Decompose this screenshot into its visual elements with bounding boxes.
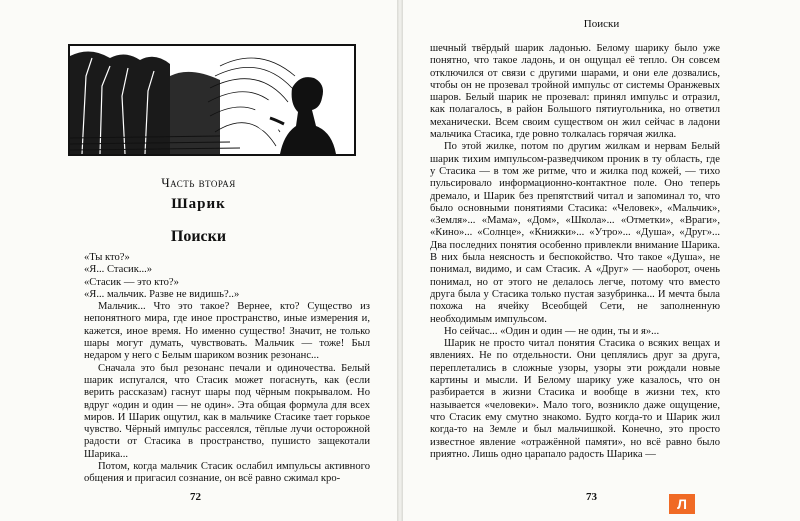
left-page (0, 0, 397, 521)
running-head: Поиски (583, 18, 620, 30)
paragraph: Но сейчас... «Один и один — не один, ты и я»... (444, 325, 660, 337)
watermark-logo: Л (669, 494, 695, 514)
paragraph: шечный твёрдый шарик ладонью. Белому шарику было уже понятно, что такое ладонь, и он ощущал её тепло. Он совсем отключился от связи с другими шарами, и они еле дозвались, чтобы он не прозевал тройной импульс от системы Оранжевых шаров. Белый шарик не прозевал: принял импульс и отразил, как полагалось, в район Большого пятиугольника, но ответил механически. Всем своим существом он жил сейчас в ладони мальчика Стасика, где ровно толкалась горячая жилка. (430, 43, 720, 141)
paragraph: Потом, когда мальчик Стасик ослабил импульсы активного общения и пригасил сознание, он всё равно сжимал кро- (84, 461, 370, 485)
paragraph: «Ты кто?» (84, 252, 130, 263)
page-number-left: 72 (190, 491, 201, 503)
paragraph: «Я... мальчик. Разве не видишь?..» (84, 288, 240, 300)
paragraph: Шарик не просто читал понятия Стасика о всяких вещах и явлениях. Не по отдельности. Они цеплялись друг за друга, переплетались в сложные узоры, узоры эти рождали новые картины и мысли. И Белому шарику уже казалось, что он разбирается в жизни Стасика и вообще в жизни тех, кто называется «человеки». Мало того, возникло даже ощущение, что Стасик ему смутно знакомо. Будто когда-то и Шарик жил когда-то на Земле и был мальчишкой. Конечно, это просто известное явление «отражённой памяти», но всё равно было приятно. Лишь одно царапало радость Шарика — (430, 338, 720, 460)
part-title: Шарик (171, 196, 226, 212)
illustration-drawing (70, 46, 354, 154)
left-body-text (84, 252, 370, 486)
paragraph: По этой жилке, потом по другим жилкам и нервам Белый шарик тихим импульсом-разведчиком проник в ту область, где у Стасика — в том же ритме, что и жилка под кожей, — тихо пульсировало информационно-контактное поле. Оно теперь дремало, и Шарик без препятствий читал и запоминал то, что было основными понятиями Стасика: «Человек», «Мальчик», «Земля»... «Мама», «Дом», «Школа»... «Отметки», «Враги», «Кино»... «Солнце», «Книжки»... «Утро»... «Душа», «Друг»... Два последних понятия особенно привлекли внимание Шарика. В них была неясность и беспокойство. Что такое «Душа», не понимал, видимо, и сам Стасик. А «Друг» — наоборот, очень понимал, но от этого не делалось легче, потому что вместо друга была у Стасика только пустая зазубринка... И мечта была похожа на ячейку Всеобщей Сети, не заполненную необходимым импульсом. (430, 141, 720, 325)
paragraph: Сначала это был резонанс печали и одиночества. Белый шарик испугался, что Стасик может погаснуть, как (если верить рассказам) гаснут шары под чёрным покрывалом. Но вдруг «один и один — не один». Эта общая формула для всех миров. И Шарик ощутил, как в мальчике Стасике тает горькое чувство. Чёрный импульс рассеялся, тёплые лучи осторожной радости от Стасика в пространство, пушисто защекотали Шарика... (84, 362, 370, 460)
page-number-right: 73 (586, 491, 597, 503)
right-body-text (430, 43, 720, 461)
paragraph: Мальчик... Что это такое? Вернее, кто? Существо из непонятного мира, где иное пространство, иные измерения и, кажется, иное время. Но именно существо! Значит, не только шары могут думать, чувствовать. Мальчик — тоже! Был недаром у него с Белым шариком возник резонанс... (84, 301, 370, 362)
paragraph: «Стасик — это кто?» (84, 276, 179, 288)
chapter-illustration (68, 44, 356, 156)
chapter-title: Поиски (170, 228, 227, 245)
part-label: Часть вторая (161, 175, 236, 190)
paragraph: «Я... Стасик...» (84, 264, 153, 276)
